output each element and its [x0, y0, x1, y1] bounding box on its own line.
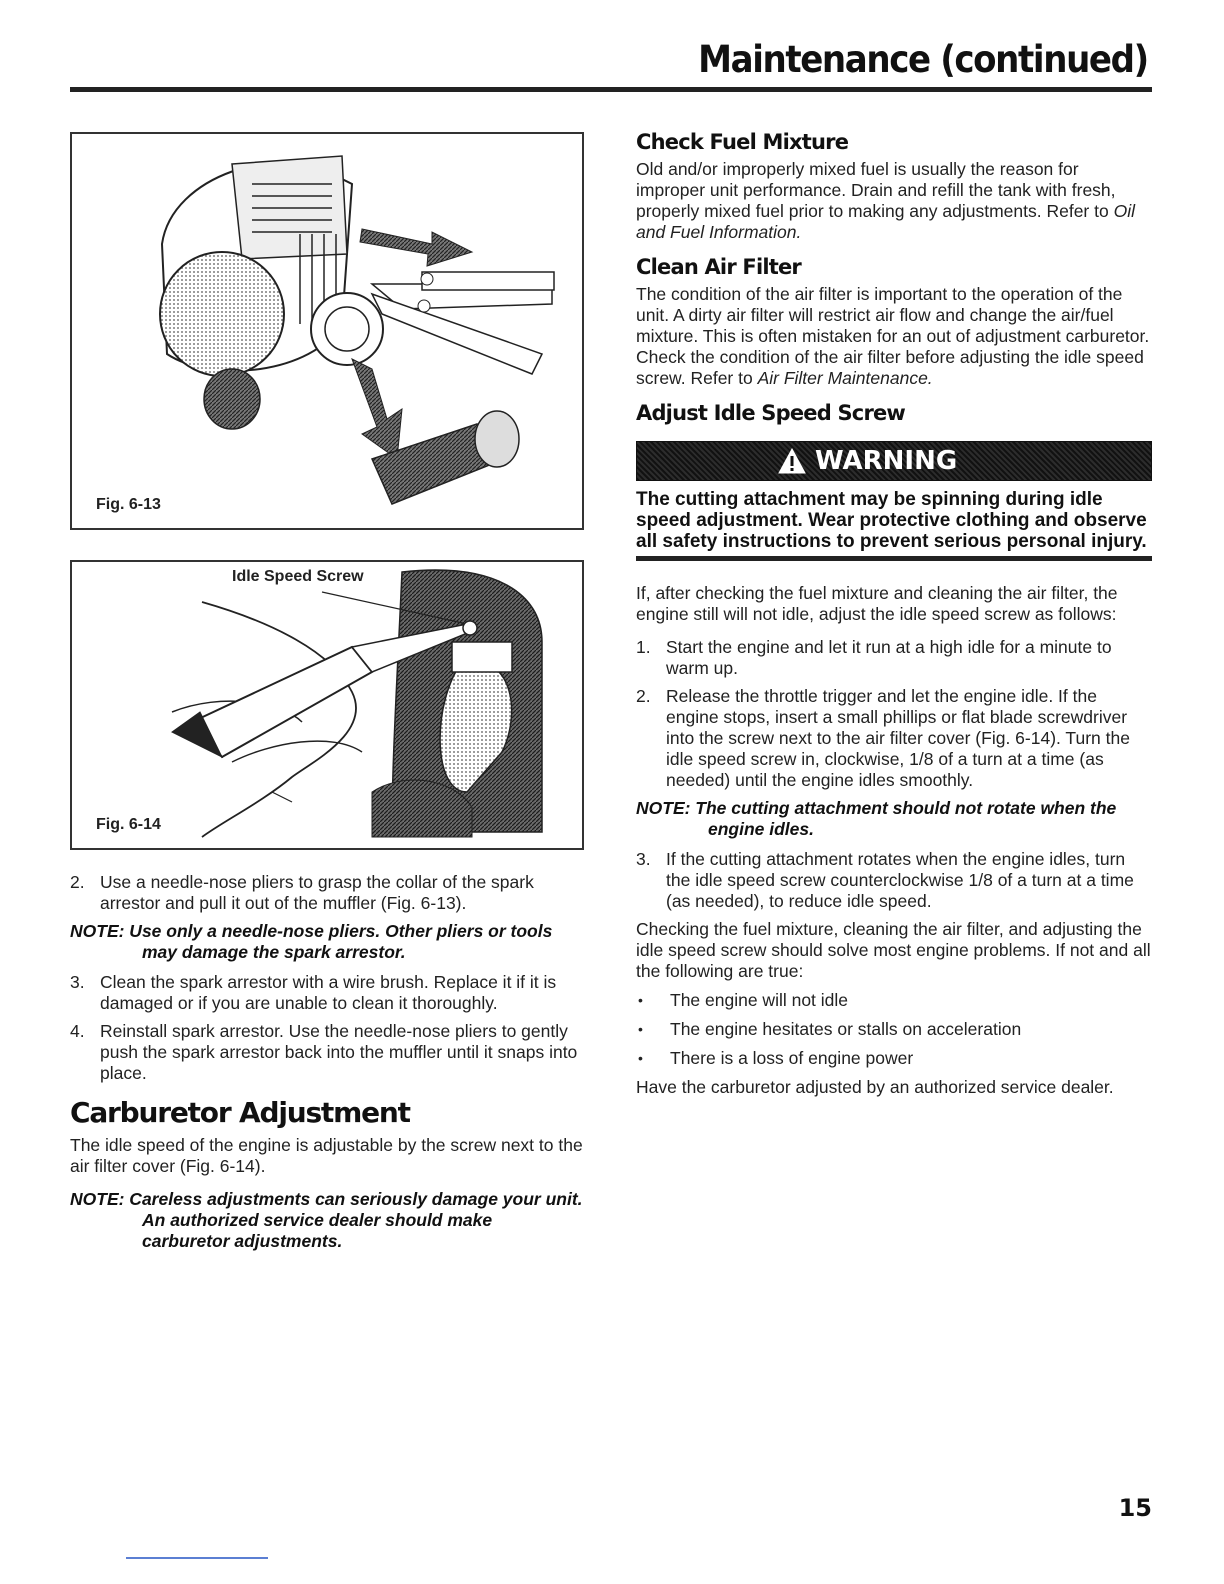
engine-spark-arrestor-illustration	[72, 134, 582, 524]
list-item	[636, 637, 1152, 679]
right-column	[636, 130, 1152, 1110]
warning-triangle-icon	[777, 447, 807, 475]
bottom-link-underline	[126, 1557, 268, 1559]
idle-intro-paragraph: If, after checking the fuel mixture and cleaning the air filter, the engine still will not idle, adjust the idle speed screw as follows:	[636, 583, 1118, 624]
spark-arrestor-steps-continued	[70, 972, 584, 1084]
note-needle-nose: NOTE: Use only a needle-nose pliers. Other pliers or tools may damage the spark arrestor.	[70, 921, 553, 962]
warning-text: The cutting attachment may be spinning during idle speed adjustment. Wear protective clothing and observe all safety instructions to prevent serious personal injury.	[636, 489, 1147, 552]
bullet-text: There is a loss of engine power	[670, 1048, 914, 1068]
check-fuel-mixture-heading: Check Fuel Mixture	[636, 130, 849, 154]
step-text: Clean the spark arrestor with a wire brush. Replace it if it is damaged or if you are unable to clean it thoroughly.	[100, 972, 557, 1013]
warning-banner	[636, 441, 1152, 481]
list-item	[636, 990, 1152, 1011]
list-item	[70, 1021, 584, 1084]
step-number: 4.	[70, 1021, 85, 1041]
figure-label: Fig. 6-14	[96, 816, 161, 833]
page-number: 15	[1118, 1494, 1152, 1522]
step-number: 3.	[636, 849, 651, 869]
note-cutting-attachment: NOTE: The cutting attachment should not rotate when the engine idles.	[636, 798, 1117, 839]
bullet-icon: •	[638, 1021, 643, 1037]
bullet-text: The engine will not idle	[670, 990, 849, 1010]
list-item	[636, 1019, 1152, 1040]
idle-speed-screw-callout: Idle Speed Screw	[232, 568, 364, 585]
step-text: Reinstall spark arrestor. Use the needle-nose pliers to gently push the spark arrestor back into the muffler until it snaps into place.	[100, 1021, 578, 1083]
fuel-paragraph-text: Old and/or improperly mixed fuel is usually the reason for improper unit performance. Drain and refill the tank with fresh, properly mixed fuel prior to making any adjustments. Refer to	[636, 159, 1116, 221]
air-filter-reference: Air Filter Maintenance.	[757, 368, 933, 388]
bullet-icon: •	[638, 992, 643, 1008]
spark-arrestor-steps	[70, 872, 584, 914]
header-rule	[70, 87, 1152, 92]
figure-6-13	[70, 132, 584, 530]
figure-label: Fig. 6-13	[96, 496, 161, 513]
list-item	[636, 1048, 1152, 1069]
list-item	[70, 972, 584, 1014]
idle-speed-steps	[636, 637, 1152, 791]
list-item	[636, 686, 1152, 791]
list-item	[70, 872, 584, 914]
bullet-icon: •	[638, 1050, 643, 1066]
fuel-reference: Oil and Fuel Information.	[636, 201, 1135, 242]
warning-rule	[636, 556, 1152, 561]
checking-paragraph: Checking the fuel mixture, cleaning the air filter, and adjusting the idle speed screw should solve most engine problems. If not and all the following are true:	[636, 919, 1151, 981]
figure-6-14	[70, 560, 584, 850]
air-filter-paragraph	[636, 284, 1152, 389]
left-column	[70, 132, 584, 1261]
final-paragraph: Have the carburetor adjusted by an authorized service dealer.	[636, 1077, 1114, 1097]
note-careless-adjustments: NOTE: Careless adjustments can seriously damage your unit. An authorized service dealer should make carburetor adjustments.	[70, 1189, 583, 1251]
fuel-paragraph	[636, 159, 1152, 243]
list-item	[636, 849, 1152, 912]
step-text: Start the engine and let it run at a high idle for a minute to warm up.	[666, 637, 1112, 678]
step-number: 2.	[70, 872, 85, 892]
bullet-text: The engine hesitates or stalls on acceleration	[670, 1019, 1022, 1039]
air-filter-paragraph-text: The condition of the air filter is important to the operation of the unit. A dirty air filter will restrict air flow and change the air/fuel mixture. This is often mistaken for an out of adjustment carburetor. Check the condition of the air filter before adjusting the idle speed screw. Refer to	[636, 284, 1150, 388]
carburetor-paragraph: The idle speed of the engine is adjustable by the screw next to the air filter cover (Fig. 6-14).	[70, 1135, 583, 1176]
carburetor-adjustment-heading: Carburetor Adjustment	[70, 1096, 410, 1129]
step-number: 3.	[70, 972, 85, 992]
step-number: 1.	[636, 637, 651, 657]
conditions-list	[636, 990, 1152, 1069]
idle-speed-steps-continued	[636, 849, 1152, 912]
screwdriver-adjustment-illustration	[72, 562, 582, 844]
step-text: If the cutting attachment rotates when the engine idles, turn the idle speed screw counterclockwise 1/8 of a turn at a time (as needed), to reduce idle speed.	[666, 849, 1134, 911]
adjust-idle-speed-screw-heading: Adjust Idle Speed Screw	[636, 401, 906, 425]
clean-air-filter-heading: Clean Air Filter	[636, 255, 801, 279]
step-text: Use a needle-nose pliers to grasp the collar of the spark arrestor and pull it out of the muffler (Fig. 6-13).	[100, 872, 534, 913]
warning-label: WARNING	[815, 446, 958, 476]
page-header	[70, 38, 1152, 90]
step-text: Release the throttle trigger and let the engine idle. If the engine stops, insert a small phillips or flat blade screwdriver into the screw next to the air filter cover (Fig. 6-14). Turn the idle speed screw in, clockwise, 1/8 of a turn at a time (as needed) until the engine idles smoothly.	[666, 686, 1130, 790]
step-number: 2.	[636, 686, 651, 706]
warning-banner-content	[777, 445, 957, 477]
page-title: Maintenance (continued)	[698, 38, 1148, 81]
